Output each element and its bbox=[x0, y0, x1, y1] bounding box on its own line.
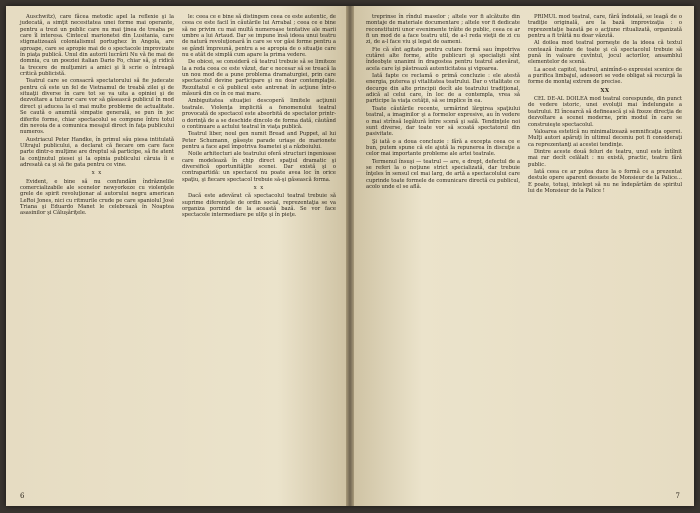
page-number: 6 bbox=[20, 492, 25, 500]
right-page bbox=[354, 6, 694, 506]
section-separator: x x bbox=[91, 170, 103, 177]
book-spread bbox=[6, 6, 694, 506]
paragraph: Iată ceea ce ar putea duce la o formă ce a prezentat destule opere aparent desuete de Monsieur de la Palice... E poate, totuşi, intelept să nu ne îndepărtăm de spiritul lui de Monsieur de la Palice ! bbox=[528, 168, 682, 194]
section-heading: XX bbox=[600, 87, 610, 94]
paragraph: Teatrul liber, noul gen numit Bread and Puppet, al lui Peter Schumann, găseşte parade uriaşe de marionete pentru a face apel împotriva foametei şi a războiului. bbox=[182, 131, 336, 150]
paragraph: Şi iată o a doua concluzie : fără a excepta ceea ce e bun, putem spune că ele ajută la repunerea în discuţie a celor mai importante probleme ale artei teatrale. bbox=[366, 138, 520, 158]
paragraph: Toate căutările recente, urmărind lărgirea spaţiului teatral, a imaginilor şi a formelor expresive, au în vedere o mai strînsă legătură între scenă şi sală. Tendinţele noi sunt diverse, dar toate vor să scoată spectatorul din pasivitate. bbox=[366, 105, 520, 138]
paragraph: Valoarea estetică nu minimalizează semnificaţia operei. Mulţi autori apăruţi în ultimul deceniu pot fi consideraţi ca reprezentanţi ai acestei tendinţe. bbox=[528, 128, 682, 148]
left-column-2 bbox=[182, 14, 336, 220]
left-column-1 bbox=[20, 14, 174, 218]
section-separator: x x bbox=[253, 184, 265, 191]
page-number: 7 bbox=[675, 492, 680, 500]
right-column-2 bbox=[528, 14, 682, 195]
paragraph: Auschwitz), care făcea metodic apel la reflexie şi la judecată, a simţit necesitatea unei forme mai operante, pentru a trezi un public care nu mai ţinea de treaba pe care îl interesa. Cintecul marionetei din Lusitania, care stigmatizează colonialismul portughez în Angola, are aproape, care se apropie mai de o spectacole improvizate în piaţa publică. Unul din autorii lucrării Nu vă fie mai de domnia, cu un poeziei italian Dario Fo, chiar să, şi ridică la trecere de mulţumiri a amici şi îi scrie o întreagă critică publicistă. bbox=[20, 14, 174, 78]
left-page bbox=[6, 6, 346, 506]
paragraph: Austriacul Peter Handke, în primul său piesa intitulată Ultrajul publicului, a declarat că fiecare om care face parte dintr-o mulţime are dreptul să participe, să fie atent la conţinutul piesei şi la opinia publicului căruia îi e adresată ca şi să fie gata pentru ce vine. bbox=[20, 136, 174, 168]
paragraph: Iată fapte ce reclamă o primă concluzie : ele atestă energia, puterea şi vitalitatea teatrului. Dar o vitalitate ce decurge din alte principii decît ale teatrului tradiţional, adică al celui care, în loc de a contempla, vrea să participe la viaţa cetăţii, să se implice în ea. bbox=[366, 73, 520, 105]
paragraph: Evident, e bine să nu confundăm îndrăznelile comercializabile ale scenelor newyorkeze cu violenţele grele de spirit revoluţionar al autorului negru american LeRoi Jones, nici cu ritmurile crude pe care spaniolul José Triana şi Eduardo Manet le celebrează în Noaptea asasinilor şi Căluşăriţele. bbox=[20, 178, 174, 217]
paragraph: Teatrul care se consacră spectatorului să fie judecate pentru că este un fel de Vietnamul de treabă zilei şi de situaţii diverse în care tot se va uita a opiniei şi de dezvoltare a tuturor care vor să găsească publicul în mod direct şi aducea la el mai multe probleme de actualitate. Se caută o anumită simpatie generală, se pun în joc diferite forme, chiar spectacolul se compune întru totul din nevoia de a comunica mesajul direct în faţa publicului numeros. bbox=[20, 78, 174, 136]
book-gutter bbox=[346, 6, 354, 506]
paragraph: La acest capitol, teatrul, animînd-o expresiei scenice de a purifica limbajul, adeseori se vede obligat să recurgă la forme de montaj extrem de precise. bbox=[528, 66, 682, 86]
paragraph: PRIMUL mod teatral, care, fără îndoială, se leagă de o tradiţie originală, are la bază improvizaţia : o reprezentaţie bazată pe o acţiune ritualizată, organizată pentru a fi trăită nu doar văzută. bbox=[528, 14, 682, 40]
paragraph: le: ceea ce e bine să distingem ceea ce este autentic, de ceea ce este facil în căutările lui Arrabal ; ceea ce e bine să ne privim cu mai multă numeroase tentative ale marii umbre a lui Artaud. Dar se impune însă ideea unui teatru de natură revoluţionară în care se vor găsi forme pentru a se gândi împreună, pentru a se apropia de o situaţie care nu e atât de simplă cum apare la prima vedere. bbox=[182, 14, 336, 59]
paragraph: treprinse în rîndul maselor ; altele vor fi alcătuite din montaje de materiale documentare ; altele vor fi dedicate reconstituirii unor evenimente trăite de public, ceea ce ar fi un mod de a face teatru util, de a-l reda vieţii de zi cu zi, de a-l face viu şi legat de oameni. bbox=[366, 14, 520, 46]
paragraph: Dacă este adevărat că spectacolul teatral trebuie să suprime diferenţele de ordin social, reprezentaţia se va organiza pornind de la această bază. Se vor face spectacole intermediare pe uliţe şi în pieţe. bbox=[182, 193, 336, 219]
paragraph: Ambiguitatea situaţiei descoperă limitele acţiunii teatrale. Violenţa implicită a fenomenului teatral provocată de spectacol este absorbită de spectator printr-o dorinţă de a se deschide dincolo de forma dată, căutând o continuare a actului teatral în viaţa publică. bbox=[182, 98, 336, 130]
paragraph: De obicei, se consideră că teatrul trebuie să se limiteze la a reda ceea ce este văzut, dar e necesar să se treacă la un nou mod de a pune problema dramaturgiei, prin care spectacolul devine participare şi nu doar contemplaţie. Rezultatul e că publicul este antrenat în acţiune într-o măsură din ce în ce mai mare. bbox=[182, 59, 336, 98]
paragraph: CEL DE-AL DOILEA mod teatral corespunde, din punct de vedere istoric, unei evoluţii mai îndelungate a teatrului. El încearcă să definească şi să fixeze direcţia de dezvoltare a scenei moderne, prin modul în care se construieşte spectacolul. bbox=[528, 96, 682, 128]
paragraph: Noile arhitecturi ale teatrului oferă structuri ingenioase care modelează în chip direct spaţiul dramatic şi diversifică oportunităţile scenei. Dar există şi o contrapartidă: un spectacol nu poate avea loc în orice spaţiu, şi fiecare spectacol trebuie să-şi găsească forma. bbox=[182, 151, 336, 183]
paragraph: Dintre aceste două feluri de teatru, unul este întîlnit mai rar decît celălalt : nu există, practic, teatru fără public. bbox=[528, 148, 682, 168]
paragraph: Al doilea mod teatral porneşte de la ideea că textul contează înainte de toate şi că spectacolul trebuie să pună în valoare cuvîntul, jocul actorilor, ansamblul elementelor de scenă. bbox=[528, 40, 682, 66]
paragraph: Termenul însuşi — teatrul — are, e drept, defectul de a se referi la o noţiune strict specializată, dar trebuie înţeles în sensul cel mai larg, de artă a spectacolului care cuprinde toate formele de comunicare directă cu publicul, acolo unde el se află. bbox=[366, 158, 520, 190]
paragraph: Fie că sînt agitate pentru cutare formă sau împotriva cutărei alte forme, atîte publicuri şi specialişti sînt îndeobşte unanimi în dragostea pentru teatrul adevărat, acela care îşi păstrează autenticitatea şi vigoarea. bbox=[366, 46, 520, 72]
right-column-1 bbox=[366, 14, 520, 191]
